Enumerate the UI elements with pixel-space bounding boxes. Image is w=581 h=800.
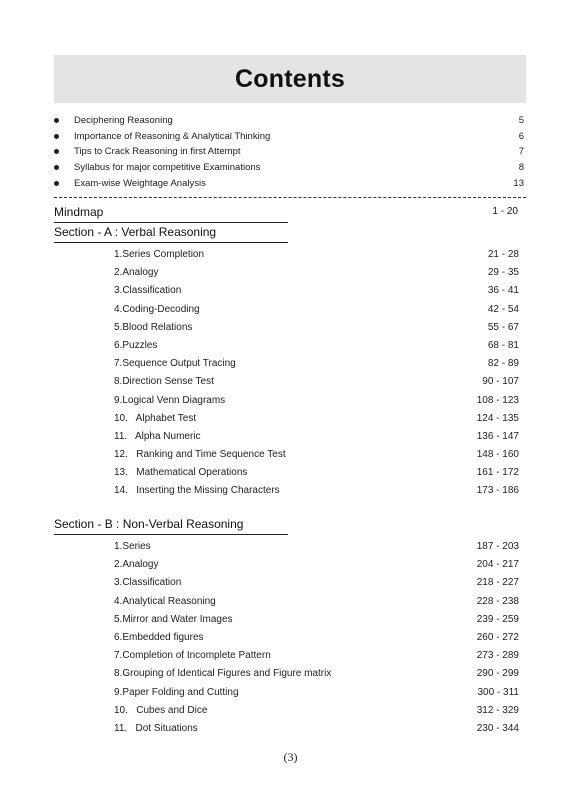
toc-row [114,373,519,391]
toc-row [114,355,519,373]
toc-pages: 204 - 217 [476,559,519,571]
toc-label: 10. Cubes and Dice [114,704,208,716]
toc-row [114,629,519,647]
toc-row [114,392,519,410]
title-band [54,55,526,103]
toc-label: 7.Sequence Output Tracing [114,358,236,370]
toc-pages: 42 - 54 [487,303,519,315]
toc-label: 8.Direction Sense Test [114,376,214,388]
toc-pages: 148 - 160 [476,449,519,461]
toc-label: 9.Paper Folding and Cutting [114,686,239,698]
toc-row [114,538,519,556]
bullet-icon [54,149,59,154]
dashed-divider [54,197,526,198]
toc-label: 13. Mathematical Operations [114,467,248,479]
toc-label: 4.Analytical Reasoning [114,595,216,607]
intro-item-page: 5 [518,115,524,126]
mindmap-row [54,204,526,222]
toc-pages: 161 - 172 [476,467,519,479]
toc-label: 2.Analogy [114,559,159,571]
toc-pages: 173 - 186 [476,485,519,497]
toc-label: 8.Grouping of Identical Figures and Figure matrix [114,668,332,680]
toc-label: 3.Classification [114,285,182,297]
toc-pages: 90 - 107 [482,376,519,388]
intro-item-label: Exam-wise Weightage Analysis [74,178,206,189]
intro-item [54,160,526,176]
toc-label: 1.Series Completion [114,249,205,260]
bullet-icon [54,181,59,186]
section-b-heading [54,516,526,534]
toc-label: 5.Mirror and Water Images [114,613,233,625]
toc-label: 2.Analogy [114,267,159,279]
toc-row [114,574,519,592]
toc-row [114,246,519,264]
intro-item [54,113,526,129]
toc-label: 5.Blood Relations [114,321,193,333]
toc-row [114,702,519,720]
toc-label: 11. Dot Situations [114,722,198,734]
bullet-icon [54,134,59,139]
intro-item-page: 8 [518,161,524,173]
page-number: (3) [283,750,298,764]
toc-row [114,410,519,428]
toc-row [114,720,519,738]
toc-pages: 68 - 81 [487,339,519,351]
toc-row [114,264,519,282]
toc-pages: 21 - 28 [487,249,519,260]
section-a-list [114,246,519,501]
toc-pages: 29 - 35 [487,267,519,279]
toc-label: 3.Classification [114,577,182,589]
toc-label: 6.Embedded figures [114,631,204,643]
toc-pages: 55 - 67 [487,321,519,333]
toc-pages: 290 - 299 [476,668,519,680]
section-b-title: Section - B : Non-Verbal Reasoning [54,516,288,535]
toc-pages: 124 - 135 [476,412,519,424]
toc-label: 6.Puzzles [114,339,158,351]
intro-item [54,176,526,192]
mindmap-label: Mindmap [54,204,288,223]
toc-label: 10. Alphabet Test [114,412,197,424]
toc-pages: 230 - 344 [476,722,519,734]
toc-pages: 187 - 203 [476,541,519,552]
bullet-icon [54,118,59,123]
page-title: Contents [235,64,345,93]
toc-label: 11. Alpha Numeric [114,430,201,442]
toc-row [114,319,519,337]
toc-pages: 136 - 147 [476,430,519,442]
toc-pages: 300 - 311 [477,686,519,698]
toc-pages: 239 - 259 [476,613,519,625]
intro-item-label: Syllabus for major competitive Examinations [74,161,261,173]
toc-row [114,464,519,482]
toc-label: 7.Completion of Incomplete Pattern [114,650,271,662]
toc-label: 9.Logical Venn Diagrams [114,394,226,406]
toc-row [114,282,519,300]
toc-pages: 108 - 123 [476,394,519,406]
toc-row [114,556,519,574]
toc-label: 1.Series [114,541,151,552]
intro-item-label: Tips to Crack Reasoning in first Attempt [74,146,241,157]
toc-pages: 36 - 41 [487,285,519,297]
section-a-heading [54,224,526,242]
intro-item [54,144,526,160]
intro-item [54,129,526,145]
toc-label: 12. Ranking and Time Sequence Test [114,449,286,461]
toc-pages: 312 - 329 [476,704,519,716]
mindmap-pages: 1 - 20 [492,206,518,217]
toc-row [114,301,519,319]
toc-pages: 228 - 238 [476,595,519,607]
toc-row [114,446,519,464]
intro-item-label: Importance of Reasoning & Analytical Thinking [74,130,271,142]
toc-pages: 82 - 89 [487,358,519,370]
toc-row [114,611,519,629]
intro-item-label: Deciphering Reasoning [74,115,173,126]
toc-label: 4.Coding-Decoding [114,303,200,315]
toc-row [114,593,519,611]
toc-row [114,665,519,683]
intro-item-page: 6 [518,130,524,142]
intro-item-page: 7 [518,146,524,157]
toc-label: 14. Inserting the Missing Characters [114,485,280,497]
toc-row [114,647,519,665]
bullet-icon [54,165,59,170]
intro-item-page: 13 [513,178,524,189]
intro-list [54,113,526,192]
toc-row [114,482,519,500]
toc-pages: 260 - 272 [476,631,519,643]
section-a-title: Section - A : Verbal Reasoning [54,224,288,243]
toc-pages: 273 - 289 [476,650,519,662]
toc-row [114,428,519,446]
toc-pages: 218 - 227 [476,577,519,589]
toc-row [114,684,519,702]
section-b-list [114,538,519,738]
toc-row [114,337,519,355]
